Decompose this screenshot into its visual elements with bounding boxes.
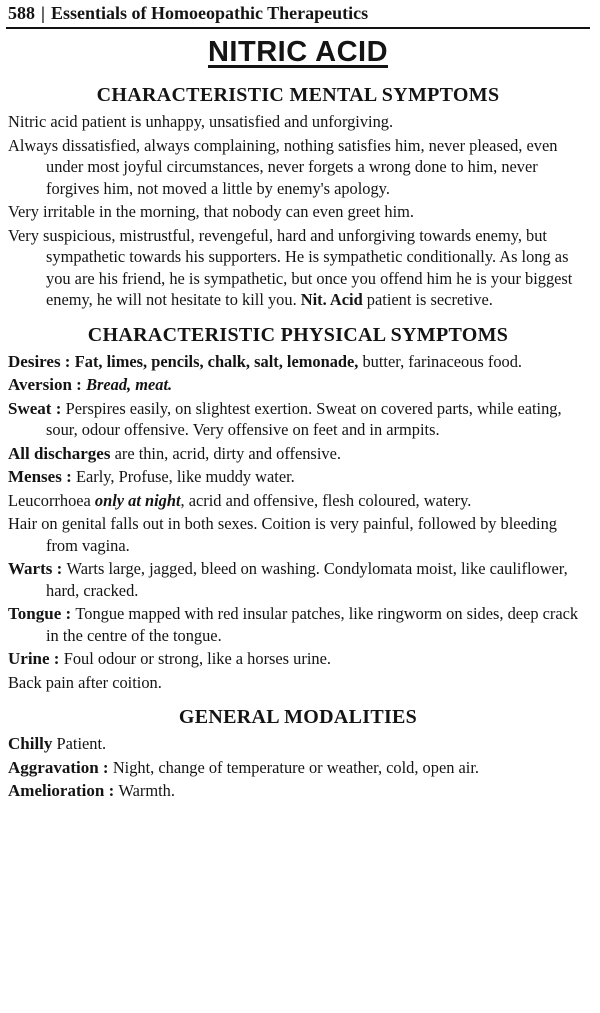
desires-entry: Desires : Fat, limes, pencils, chalk, salt, lemonade, butter, farinaceous food. xyxy=(8,351,523,371)
mental-entry-4: Very suspicious, mistrustful, revengeful, hard and unforgiving towards enemy, but sympathetic towards his supporters. He is sympathetic conditionally. As long as you are his friend, he is sympathetic, but once you offend him he is your biggest enemy, he will not hesitate to kill you. Nit. Acid patient is secretive. xyxy=(8,225,573,309)
page-number: 588 xyxy=(8,3,35,23)
urine-entry: Urine : Foul odour or strong, like a horses urine. xyxy=(8,649,331,668)
warts-label: Warts : xyxy=(8,559,67,578)
menses-label: Menses : xyxy=(8,467,76,486)
chilly-label: Chilly xyxy=(8,734,53,753)
aggravation-entry: Aggravation : Night, change of temperature or weather, cold, open air. xyxy=(8,757,479,777)
amelioration-label: Amelioration : xyxy=(8,781,119,800)
discharges-label: All discharges xyxy=(8,443,111,463)
running-header xyxy=(6,0,590,29)
desires-label: Desires : xyxy=(8,351,75,371)
remedy-title: NITRIC ACID xyxy=(207,36,389,68)
sweat-label: Sweat : xyxy=(8,398,66,418)
mental-symptoms-heading: CHARACTERISTIC MENTAL SYMPTOMS xyxy=(96,84,500,106)
warts-entry: Warts : Warts large, jagged, bleed on washing. Condylomata moist, like cauliflower, hard, cracked. xyxy=(8,559,568,600)
aggravation-label: Aggravation : xyxy=(8,757,113,777)
aversion-label: Aversion : xyxy=(8,375,87,394)
mental-entry-3: Very irritable in the morning, that nobody can even greet him. xyxy=(8,202,415,221)
menses-entry: Menses : Early, Profuse, like muddy water. xyxy=(8,467,295,486)
urine-label: Urine : xyxy=(8,649,64,668)
discharges-entry: All discharges are thin, acrid, dirty and offensive. xyxy=(8,443,341,463)
amelioration-entry: Amelioration : Warmth. xyxy=(8,781,175,800)
mental-entry-2: Always dissatisfied, always complaining, nothing satisfies him, never pleased, even under most joyful circumstances, never forgets a wrong done to him, never forgives him, not moved a little by enemy's apology. xyxy=(8,135,558,198)
mental-entry-1: Nitric acid patient is unhappy, unsatisfied and unforgiving. xyxy=(8,112,394,131)
book-title: Essentials of Homoeopathic Therapeutics xyxy=(50,3,369,23)
back-pain-entry: Back pain after coition. xyxy=(8,672,162,692)
header-separator: | xyxy=(41,3,45,23)
tongue-entry: Tongue : Tongue mapped with red insular patches, like ringworm on sides, deep crack in the centre of the tongue. xyxy=(8,604,579,645)
chilly-entry: Chilly Patient. xyxy=(8,734,107,753)
hair-entry: Hair on genital falls out in both sexes. Coition is very painful, followed by bleeding from vagina. xyxy=(8,514,557,555)
remedy-abbrev: Nit. Acid xyxy=(300,290,363,309)
leucorrhoea-entry: Leucorrhoea only at night, acrid and offensive, flesh coloured, watery. xyxy=(8,490,472,510)
sweat-entry: Sweat : Perspires easily, on slightest exertion. Sweat on covered parts, while eating, sour, odour offensive. Very offensive on feet and in armpits. xyxy=(8,398,562,439)
aversion-entry: Aversion : Bread, meat. xyxy=(8,375,173,394)
modalities-heading: GENERAL MODALITIES xyxy=(178,706,418,728)
physical-symptoms-heading: CHARACTERISTIC PHYSICAL SYMPTOMS xyxy=(87,323,509,346)
tongue-label: Tongue : xyxy=(8,604,76,623)
